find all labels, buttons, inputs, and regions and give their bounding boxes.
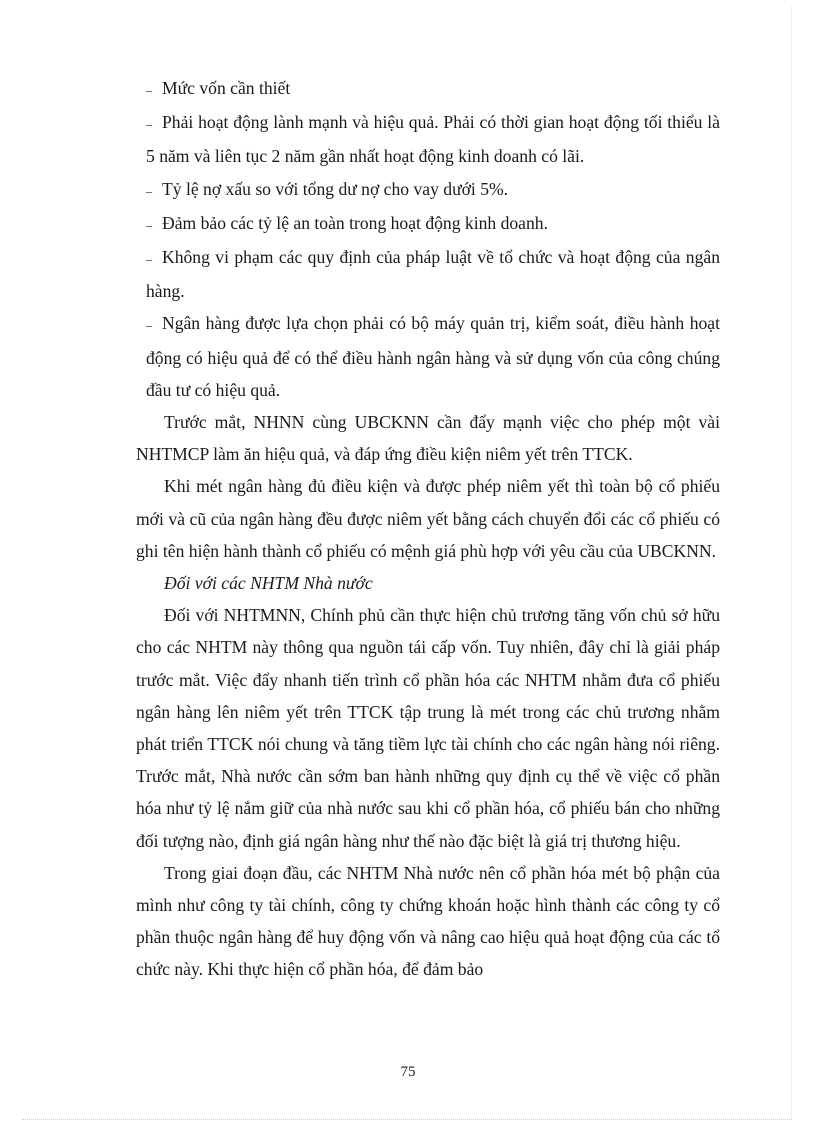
- right-margin-guide: [791, 6, 792, 1119]
- bullet-item-5: – Không vi phạm các quy định của pháp luật về tổ chức và hoạt động của ngân hàng.: [136, 241, 720, 307]
- body-text: [136, 72, 720, 986]
- paragraph-truoc-mat: Trước mắt, NHNN cùng UBCKNN cần đẩy mạnh việc cho phép một vài NHTMCP làm ăn hiệu quả, và đáp ứng điều kiện niêm yết trên TTCK.: [136, 412, 720, 465]
- paragraph-nhtmnn: Đối với NHTMNN, Chính phủ cần thực hiện chủ trương tăng vốn chủ sở hữu cho các NHTM này thông qua nguồn tái cấp vốn. Tuy nhiên, đây chỉ là giải pháp trước mắt. Việc đẩy nhanh tiến trình cổ phần hóa các NHTM nhằm đưa cổ phiếu ngân hàng lên niêm yết trên TTCK tập trung là mét trong các chủ trương nhằm phát triển TTCK nói chung và tăng tiềm lực tài chính cho các ngân hàng nói riêng. Trước mắt, Nhà nước cần sớm ban hành những quy định cụ thể về việc cổ phần hóa như tỷ lệ nắm giữ của nhà nước sau khi cổ phần hóa, cổ phiếu bán cho những đối tượng nào, định giá ngân hàng như thế nào đặc biệt là giá trị thương hiệu.: [136, 605, 720, 851]
- bullet-dash-icon: –: [146, 183, 152, 198]
- paragraph-giai-doan-dau: Trong giai đoạn đầu, các NHTM Nhà nước nên cổ phần hóa mét bộ phận của mình như công ty tài chính, công ty chứng khoán hoặc hình thành các công ty cổ phần thuộc ngân hàng để huy động vốn và nâng cao hiệu quả hoạt động của các tổ chức này. Khi thực hiện cổ phần hóa, để đảm bảo: [136, 862, 720, 980]
- bullet-dash-icon: –: [146, 117, 152, 132]
- bullet-item-1: – Mức vốn cần thiết: [136, 72, 720, 106]
- bullet-dash-icon: –: [146, 318, 152, 333]
- bottom-margin-guide: [22, 1119, 792, 1120]
- bullet-item-4: – Đảm bảo các tỷ lệ an toàn trong hoạt động kinh doanh.: [136, 207, 720, 241]
- page-number: 75: [400, 1064, 416, 1080]
- section-heading: Đối với các NHTM Nhà nước: [164, 573, 373, 594]
- bullet-dash-icon: –: [146, 252, 152, 267]
- bullet-item-6: – Ngân hàng được lựa chọn phải có bộ máy quản trị, kiểm soát, điều hành hoạt động có hiệu quả để có thể điều hành ngân hàng và sử dụng vốn của công chúng đầu tư có hiệu quả.: [136, 307, 720, 406]
- bullet-dash-icon: –: [146, 83, 152, 97]
- bullet-item-2: – Phải hoạt động lành mạnh và hiệu quả. Phải có thời gian hoạt động tối thiểu là 5 năm và liên tục 2 năm gần nhất hoạt động kinh doanh có lãi.: [136, 106, 720, 172]
- bullet-item-3: – Tỷ lệ nợ xấu so với tổng dư nợ cho vay dưới 5%.: [136, 173, 720, 207]
- bullet-dash-icon: –: [146, 217, 152, 232]
- paragraph-listing-conversion: Khi mét ngân hàng đủ điều kiện và được phép niêm yết thì toàn bộ cổ phiếu mới và cũ của ngân hàng đều được niêm yết bằng cách chuyển đổi các cổ phiếu có ghi tên hiện hành thành cổ phiếu có mệnh giá phù hợp với yêu cầu của UBCKNN.: [136, 476, 720, 561]
